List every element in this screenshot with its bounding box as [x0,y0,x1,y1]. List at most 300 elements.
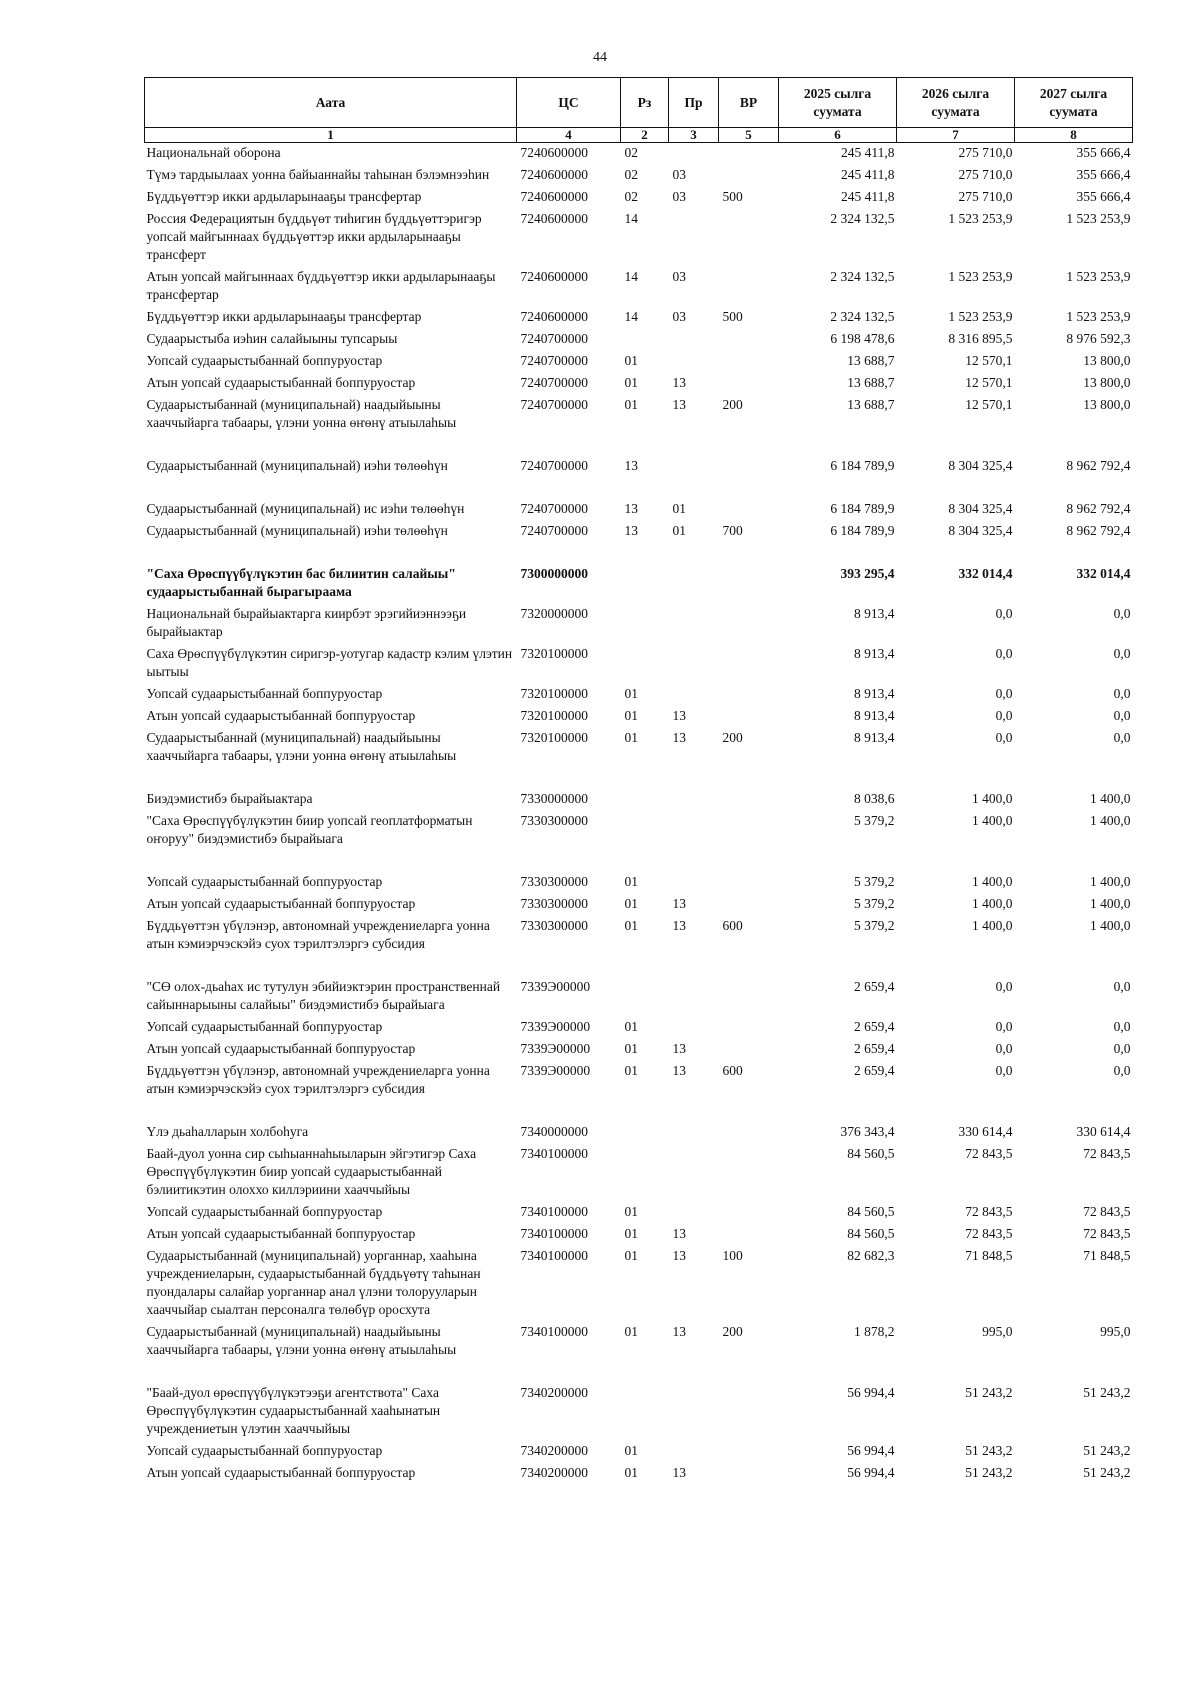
row-y2025: 84 560,5 [847,1204,895,1219]
row-name: Баай-дуол уонна сир сыһыаннаһыыларын эйгэтигэр Саха Өрөспүүбүлүкэтин биир уопсай судаарыстыбаннай бэлиитикэтин олоххо киллэриини хааччыйыы [146,1146,477,1197]
row-y2027: 1 523 253,9 [1066,269,1131,284]
row-name: Судаарыстыбаннай (муниципальнай) иэһи төлөөһүн [146,458,448,473]
table-row [145,604,1133,644]
row-y2026: 12 570,1 [965,375,1013,390]
row-cs: 7320100000 [520,686,588,701]
row-pr: 13 [672,1465,686,1480]
row-cs: 7340100000 [520,1226,588,1241]
row-cs: 7320100000 [520,708,588,723]
row-y2027: 8 962 792,4 [1066,523,1131,538]
row-y2026: 0,0 [995,708,1013,723]
row-rz [621,543,669,604]
row-cs: 7320100000 [520,646,588,661]
row-y2027: 0,0 [1113,1041,1131,1056]
table-row [145,1463,1133,1485]
row-vr: 500 [722,309,743,324]
row-y2026: 0,0 [995,979,1013,994]
row-pr: 13 [672,918,686,933]
table-row [145,1039,1133,1061]
row-vr [719,478,779,521]
row-pr [669,435,719,478]
row-y2025: 376 343,4 [840,1124,895,1139]
row-vr: 100 [722,1248,743,1263]
row-name: Атын уопсай судаарыстыбаннай боппуруостар [146,1465,416,1480]
row-pr: 13 [672,1226,686,1241]
row-pr [669,1362,719,1441]
header-name: Аата [145,78,517,128]
table-row [145,956,1133,1017]
row-y2026: 8 304 325,4 [948,523,1013,538]
row-name: Уопсай судаарыстыбаннай боппуруостар [146,1204,383,1219]
row-cs: 7240600000 [520,269,588,284]
row-name: Россия Федерациятын бүддьүөт тиһигин бүддьүөттэригэр уопсай майгыннаах бүддьүөттэр икки ардыларынааҕы трансферт [146,211,482,262]
row-vr [719,1463,779,1485]
row-pr: 13 [672,1063,686,1078]
row-rz [621,1101,669,1144]
row-name: Бүддьүөттэн үбүлэнэр, автономнай учреждениеларга уонна атын кэмиэрчэскэйэ суох тэрилтэлэргэ субсидия [146,1063,490,1096]
row-y2025: 8 913,4 [854,708,895,723]
row-y2026: 995,0 [982,1324,1013,1339]
row-rz: 01 [624,1204,638,1219]
header-y2027: 2027 сылга суумата [1015,78,1133,128]
row-y2027: 355 666,4 [1076,167,1131,182]
row-cs: 7330300000 [520,896,588,911]
row-rz: 01 [624,874,638,889]
row-name: Биэдэмистибэ бырайыактара [146,791,313,806]
row-name: Саха Өрөспүүбүлүкэтин сиригэр-уотугар кадастр кэлим үлэтин ыытыы [146,646,513,679]
row-cs: 7240700000 [520,331,588,346]
row-name: Судаарыстыба иэһин салайыыны тупсарыы [146,331,398,346]
row-name: Атын уопсай майгыннаах бүддьүөттэр икки ардыларынааҕы трансфертар [146,269,496,302]
table-row [145,165,1133,187]
row-y2026: 51 243,2 [965,1443,1013,1458]
row-cs: 7339Э00000 [520,1041,591,1056]
row-rz [621,1144,669,1202]
row-y2026: 1 400,0 [972,791,1013,806]
row-y2027: 0,0 [1113,730,1131,745]
row-cs: 7339Э00000 [520,979,591,994]
row-rz: 01 [624,1465,638,1480]
row-vr [719,1224,779,1246]
row-pr: 03 [672,309,686,324]
row-pr [669,543,719,604]
row-cs: 7340200000 [520,1385,588,1400]
row-vr [719,329,779,351]
row-vr [719,351,779,373]
row-vr [719,604,779,644]
table-row [145,811,1133,851]
row-y2026: 8 304 325,4 [948,458,1013,473]
row-name: Судаарыстыбаннай (муниципальнай) наадыйыыны хааччыйарга табаары, үлэни уонна өҥөнү атыылаһыы [146,1324,457,1357]
row-pr: 03 [672,189,686,204]
row-y2025: 2 659,4 [854,1019,895,1034]
row-cs: 7320100000 [520,730,588,745]
table-row [145,187,1133,209]
row-y2026: 1 400,0 [972,874,1013,889]
row-name: Атын уопсай судаарыстыбаннай боппуруостар [146,1226,416,1241]
row-vr [719,209,779,267]
column-number: 2 [621,128,669,143]
row-name: Национальнай бырайыактарга киирбэт эрэгийиэннээҕи бырайыактар [146,606,467,639]
row-pr [669,143,719,166]
row-pr [669,684,719,706]
row-vr: 600 [722,1063,743,1078]
row-cs: 7240700000 [520,397,588,412]
row-y2027: 1 400,0 [1090,918,1131,933]
row-pr: 03 [672,167,686,182]
row-rz [621,956,669,1017]
row-y2027: 1 523 253,9 [1066,211,1131,226]
row-rz: 02 [624,189,638,204]
row-pr: 13 [672,730,686,745]
row-y2027: 0,0 [1113,708,1131,723]
row-vr: 200 [722,397,743,412]
row-y2027: 51 243,2 [1083,1465,1131,1480]
row-name: Бүддьүөттэр икки ардыларынааҕы трансфертар [146,189,422,204]
row-rz: 01 [624,1063,638,1078]
row-rz: 01 [624,896,638,911]
row-vr [719,165,779,187]
column-number-row [145,128,1133,143]
row-name: Судаарыстыбаннай (муниципальнай) ис иэһи төлөөһүн [146,501,465,516]
table-row [145,1322,1133,1362]
row-y2026: 0,0 [995,1041,1013,1056]
row-y2025: 1 878,2 [854,1324,895,1339]
row-y2027: 0,0 [1113,646,1131,661]
row-pr [669,1101,719,1144]
row-y2027: 72 843,5 [1083,1204,1131,1219]
table-row [145,435,1133,478]
row-rz: 01 [624,730,638,745]
row-name: Уопсай судаарыстыбаннай боппуруостар [146,1443,383,1458]
row-y2026: 330 614,4 [958,1124,1013,1139]
row-pr [669,351,719,373]
row-cs: 7300000000 [520,566,588,581]
row-y2026: 51 243,2 [965,1385,1013,1400]
row-vr [719,435,779,478]
row-y2027: 72 843,5 [1083,1226,1131,1241]
row-y2027: 1 523 253,9 [1066,309,1131,324]
row-y2027: 995,0 [1100,1324,1131,1339]
row-y2025: 6 198 478,6 [830,331,895,346]
row-name: Бүддьүөттэр икки ардыларынааҕы трансфертар [146,309,422,324]
row-vr [719,373,779,395]
row-y2027: 355 666,4 [1076,145,1131,160]
row-y2026: 332 014,4 [958,566,1013,581]
row-vr [719,894,779,916]
table-row [145,478,1133,521]
row-cs: 7340200000 [520,1465,588,1480]
row-y2026: 0,0 [995,1063,1013,1078]
row-rz: 01 [624,1443,638,1458]
table-row [145,1441,1133,1463]
row-pr [669,956,719,1017]
column-number: 1 [145,128,517,143]
row-pr [669,1202,719,1224]
row-rz: 01 [624,1226,638,1241]
row-pr: 13 [672,896,686,911]
row-vr [719,267,779,307]
row-y2025: 13 688,7 [847,353,895,368]
row-y2026: 71 848,5 [965,1248,1013,1263]
row-cs: 7340200000 [520,1443,588,1458]
row-rz: 02 [624,145,638,160]
row-y2025: 6 184 789,9 [830,501,895,516]
table-row [145,1202,1133,1224]
row-cs: 7240700000 [520,375,588,390]
row-vr: 600 [722,918,743,933]
row-y2027: 332 014,4 [1076,566,1131,581]
row-y2026: 275 710,0 [958,167,1013,182]
row-y2026: 12 570,1 [965,353,1013,368]
table-body [145,143,1133,1486]
row-name: "Саха Өрөспүүбүлүкэтин бас билиитин салайыы" судаарыстыбаннай бырагыраама [146,566,456,599]
table-row [145,395,1133,435]
row-cs: 7240600000 [520,189,588,204]
row-y2025: 245 411,8 [841,145,895,160]
row-rz [621,811,669,851]
table-row [145,1246,1133,1322]
row-y2026: 0,0 [995,730,1013,745]
row-y2027: 72 843,5 [1083,1146,1131,1161]
row-y2027: 330 614,4 [1076,1124,1131,1139]
row-y2026: 72 843,5 [965,1226,1013,1241]
table-row [145,209,1133,267]
row-y2025: 2 324 132,5 [830,211,895,226]
row-y2026: 1 400,0 [972,896,1013,911]
row-pr [669,209,719,267]
row-vr: 500 [722,189,743,204]
row-pr [669,768,719,811]
row-rz: 01 [624,1248,638,1263]
row-y2026: 1 523 253,9 [948,211,1013,226]
header-cs: ЦС [517,78,621,128]
row-pr: 13 [672,708,686,723]
table-row [145,684,1133,706]
row-pr: 01 [672,501,686,516]
row-y2027: 0,0 [1113,1019,1131,1034]
row-vr: 200 [722,730,743,745]
row-vr [719,1039,779,1061]
row-rz: 01 [624,353,638,368]
row-cs: 7330300000 [520,874,588,889]
row-y2027: 51 243,2 [1083,1443,1131,1458]
row-name: Национальнай оборона [146,145,281,160]
row-y2025: 6 184 789,9 [830,458,895,473]
row-pr [669,329,719,351]
row-vr [719,644,779,684]
column-number: 4 [517,128,621,143]
row-name: Судаарыстыбаннай (муниципальнай) наадыйыыны хааччыйарга табаары, үлэни уонна өҥөнү атыылаһыы [146,730,457,763]
row-y2027: 0,0 [1113,606,1131,621]
row-name: Судаарыстыбаннай (муниципальнай) наадыйыыны хааччыйарга табаары, үлэни уонна өҥөнү атыылаһыы [146,397,457,430]
budget-table [144,77,1133,1485]
row-y2025: 2 659,4 [854,1063,895,1078]
row-y2025: 8 913,4 [854,686,895,701]
row-rz [621,329,669,351]
table-row [145,644,1133,684]
row-name: Түмэ тардыылаах уонна байыаннайы таһынан бэлэмнээһин [146,167,490,182]
row-y2027: 1 400,0 [1090,813,1131,828]
row-y2027: 0,0 [1113,686,1131,701]
row-y2025: 5 379,2 [854,813,895,828]
table-row [145,351,1133,373]
row-y2026: 0,0 [995,646,1013,661]
row-pr [669,811,719,851]
row-y2025: 84 560,5 [847,1226,895,1241]
row-y2025: 245 411,8 [841,167,895,182]
row-cs: 7340100000 [520,1146,588,1161]
row-y2025: 245 411,8 [841,189,895,204]
table-row [145,543,1133,604]
row-y2026: 0,0 [995,686,1013,701]
row-rz: 14 [624,269,638,284]
row-rz: 01 [624,397,638,412]
table-row [145,373,1133,395]
column-number: 6 [779,128,897,143]
row-cs: 7330000000 [520,791,588,806]
row-vr [719,768,779,811]
row-cs: 7240600000 [520,309,588,324]
row-y2026: 1 400,0 [972,813,1013,828]
row-y2025: 84 560,5 [847,1146,895,1161]
row-y2025: 13 688,7 [847,375,895,390]
row-name: Уопсай судаарыстыбаннай боппуруостар [146,874,383,889]
row-rz [621,1362,669,1441]
row-rz: 01 [624,1041,638,1056]
row-y2025: 8 913,4 [854,646,895,661]
row-name: Атын уопсай судаарыстыбаннай боппуруостар [146,375,416,390]
row-y2025: 56 994,4 [847,1465,895,1480]
row-y2027: 51 243,2 [1083,1385,1131,1400]
row-y2025: 6 184 789,9 [830,523,895,538]
row-y2025: 56 994,4 [847,1385,895,1400]
header-rz: Рз [621,78,669,128]
row-rz: 01 [624,686,638,701]
row-y2025: 5 379,2 [854,896,895,911]
row-pr: 13 [672,1248,686,1263]
row-y2026: 275 710,0 [958,145,1013,160]
row-cs: 7240700000 [520,523,588,538]
row-rz: 01 [624,708,638,723]
row-cs: 7330300000 [520,918,588,933]
row-cs: 7240600000 [520,167,588,182]
row-vr: 200 [722,1324,743,1339]
row-cs: 7240700000 [520,501,588,516]
row-pr [669,851,719,894]
row-cs: 7240600000 [520,145,588,160]
row-y2025: 82 682,3 [847,1248,895,1263]
row-y2027: 8 962 792,4 [1066,501,1131,516]
row-rz: 01 [624,375,638,390]
header-y2026: 2026 сылга суумата [897,78,1015,128]
row-vr: 700 [722,523,743,538]
table-row [145,307,1133,329]
row-y2026: 12 570,1 [965,397,1013,412]
row-vr [719,143,779,166]
header-vr: ВР [719,78,779,128]
table-row [145,1362,1133,1441]
row-y2027: 8 976 592,3 [1066,331,1131,346]
row-y2026: 275 710,0 [958,189,1013,204]
row-rz: 13 [624,523,638,538]
row-rz [621,604,669,644]
row-y2026: 0,0 [995,1019,1013,1034]
row-cs: 7330300000 [520,813,588,828]
row-pr [669,1144,719,1202]
table-row [145,267,1133,307]
row-y2027: 71 848,5 [1083,1248,1131,1263]
row-rz: 13 [624,501,638,516]
row-y2026: 72 843,5 [965,1146,1013,1161]
row-y2026: 8 304 325,4 [948,501,1013,516]
column-number: 5 [719,128,779,143]
row-name: Үлэ дьаһалларын холбоһуга [146,1124,309,1139]
row-name: Уопсай судаарыстыбаннай боппуруостар [146,686,383,701]
row-cs: 7339Э00000 [520,1019,591,1034]
row-y2025: 13 688,7 [847,397,895,412]
row-y2027: 0,0 [1113,1063,1131,1078]
row-vr [719,1362,779,1441]
header-y2025: 2025 сылга суумата [779,78,897,128]
row-rz: 02 [624,167,638,182]
row-rz: 14 [624,309,638,324]
row-y2027: 0,0 [1113,979,1131,994]
row-y2027: 1 400,0 [1090,791,1131,806]
row-vr [719,1101,779,1144]
row-y2025: 8 913,4 [854,730,895,745]
row-y2025: 5 379,2 [854,874,895,889]
row-cs: 7340100000 [520,1248,588,1263]
table-row [145,916,1133,956]
row-y2027: 1 400,0 [1090,874,1131,889]
column-number: 3 [669,128,719,143]
row-cs: 7339Э00000 [520,1063,591,1078]
row-name: "СӨ олох-дьаһах ис тутулун эбийиэктэрин пространственнай сайыннарыыны салайыы" биэдэмистибэ бырайыага [146,979,501,1012]
row-pr [669,1441,719,1463]
table-row [145,329,1133,351]
table-row [145,768,1133,811]
row-rz: 01 [624,1324,638,1339]
row-rz [621,768,669,811]
row-y2025: 2 324 132,5 [830,269,895,284]
row-vr [719,684,779,706]
column-number: 8 [1015,128,1133,143]
row-pr: 13 [672,397,686,412]
table-header [145,78,1133,143]
row-name: "Саха Өрөспүүбүлүкэтин биир уопсай геоплатформатын оҥоруу" биэдэмистибэ бырайыага [146,813,473,846]
row-y2027: 1 400,0 [1090,896,1131,911]
table-row [145,894,1133,916]
row-name: Уопсай судаарыстыбаннай боппуруостар [146,353,383,368]
row-y2025: 8 038,6 [854,791,895,806]
row-y2025: 393 295,4 [840,566,895,581]
row-y2025: 2 324 132,5 [830,309,895,324]
row-y2027: 8 962 792,4 [1066,458,1131,473]
row-name: Судаарыстыбаннай (муниципальнай) уорганнар, хааһына учреждениеларын, судаарыстыбаннай бүддьүөтү таһынан пуондалары салайар уорганнар анал үлэни толорууларын хааччыйар сыалтан персоналга төлөбүр оросхута [146,1248,481,1317]
row-vr [719,1144,779,1202]
row-pr [669,644,719,684]
row-name: Уопсай судаарыстыбаннай боппуруостар [146,1019,383,1034]
table-row [145,143,1133,166]
row-vr [719,1441,779,1463]
table-row [145,728,1133,768]
row-y2025: 8 913,4 [854,606,895,621]
row-y2026: 0,0 [995,606,1013,621]
row-y2026: 8 316 895,5 [948,331,1013,346]
row-y2027: 13 800,0 [1083,375,1131,390]
budget-table-container [144,77,1132,1485]
